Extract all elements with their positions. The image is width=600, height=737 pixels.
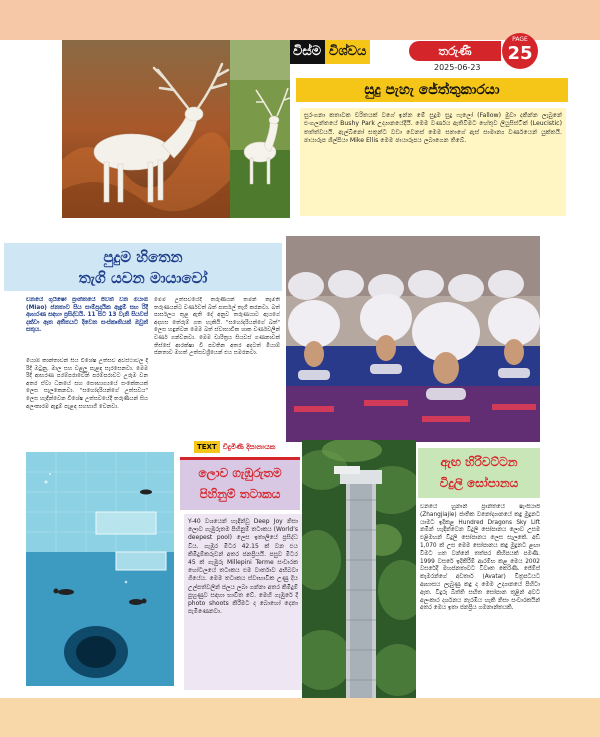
pool-photo xyxy=(26,452,174,686)
lift-title-line1: ඇඟ හිරිවට්ටන xyxy=(440,455,518,469)
deer-photo-small xyxy=(230,40,290,218)
deer-title-text: සුදු පැහැ ජේත්තුකාරයා xyxy=(364,82,500,98)
page-number: 25 xyxy=(507,43,533,64)
page-number-badge xyxy=(502,33,538,69)
lift-title xyxy=(418,448,540,498)
paper-name: තරුණී xyxy=(409,41,501,61)
section-heading-right: විශ්වය xyxy=(325,40,370,64)
page-label: PAGE xyxy=(512,36,528,43)
pool-body: Y-40 වශයෙන් හැඳින්වූ Deep Joy නිසා ලොව ගැඹුරුතම පිහිනුම් තටාකය (World's deepest pool) ලෙස ඉතාලියේ ප්‍රසිද්ධ විය. ගැඹුර මීටර 42.15 ක් වන එය කිමිදුම්කරුවන් අතර ජනප්‍රියයි. පසුව මීටර 45 ක් ගැඹුරු Millepini Terme සංචාරක හෝටලයේ තටාකය එම වාර්තාව අභිබවා ගියේය. මෙම තටාකය ස්වාභාවික උණු දිය උල්පත්වලින් ජලය ලබා ගන්නා අතර කිමිදුම් පුහුණුව සඳහා භාවිත වේ. මෙහි ගැඹුරේ දී photo shoots කිරීමට ද බොහෝ දෙනා පැමිණෙනවා. xyxy=(184,514,302,690)
pool-title xyxy=(180,457,300,510)
deer-title xyxy=(296,78,568,102)
pool-title-line1: ලොව ගැඹුරුතම xyxy=(198,466,282,480)
deer-body: සුරංගනා කතාවක චරිතයක් වගේ ඉන්න මේ සුදුම සුදු ෆැලෝ (Fallow) මුවා දකින්න ලැබුනේ එංගලන්තයේ Bushy Park උද්‍යානයේදීයි. මෙම වර්ණය ඇතිවීමට හේතුව ලියුසිස්ටික් (Leucistic) තත්ත්වයයි. ඇල්බිනෝ සතුන්ට වඩා වෙනස් මෙම සතාගේ ඇස් සාමාන්‍ය වර්ණයෙන් යුක්තයි. ඡායාරූප ශිල්පියා Mike Ellis මෙම ඡායාරූපය ලබාගෙන තිබේ. xyxy=(300,108,566,216)
bottom-band xyxy=(0,698,600,737)
miao-lead: චීනයේ ගුයිෂෝ ප්‍රාන්තයේ ජීවත් වන මියාඕ (Miao) ජනතාව සිය සාම්ප්‍රදායික ඇඳුම් සහ රිදී ආභරණ සඳහා ප්‍රසිද්ධයි. 11 සිට 13 වැනි සියවස් දක්වා ඈත අතීතයට දිවෙන සංස්කෘතියක් ඔවුන් සතුය. xyxy=(26,297,148,334)
deer-photo-large xyxy=(62,40,230,218)
section-heading-left: විස්ම xyxy=(289,40,325,64)
miao-body-col2: මෙම උත්සවයේදී තරුණියන් තමන් කැමති තරුණයන්ට වර්ණවත් බත් පාර්සල් තෑගි කරනවා. බත් පාර්සලය තුළ ඇති දේ අනුව තරුණයාට ඇයගේ අදහස තේරුම් ගත හැකියි. "සහෝදරියන්ගේ බත්" ලෙස හඳුන්වන මෙම බත් ස්වාභාවික ශාක වර්ණවලින් වර්ණ ගන්වනවා. මෙම චාරිත්‍රය සියවස් ගණනාවක් තිස්සේ ආරක්ෂා වී පවතින අතර අදටත් මියාඕ ජනතාව මහත් උත්සවශ්‍රීයෙන් එය සමරනවා. xyxy=(154,297,280,357)
lift-title-line2: විදුලි සෝපානය xyxy=(439,476,519,490)
issue-date: 2025-06-23 xyxy=(434,63,481,72)
text-credit xyxy=(194,441,275,453)
credit-label: TEXT xyxy=(194,441,220,453)
section-heading xyxy=(289,40,370,64)
miao-body-col1: මියාඕ කාන්තාවන් සිය විශේෂ උත්සව අවස්ථාවල දී රිදී ඔටුනු, මාල සහ වළලු පැළඳ සැරසෙනවා. මෙම රිදී ආභරණ පරම්පරාවෙන් පරම්පරාවට උරුම වන අතර ඒවා ධනයේ සහ සෞභාග්‍යයේ සංකේතයක් ලෙස සැලකෙනවා. "සහෝදරියන්ගේ උත්සවය" ලෙස හැඳින්වෙන විශේෂ උත්සවයේදී තරුණියන් සිය අලංකාරම ඇඳුම් පැළඳ සහභාගි වෙනවා. xyxy=(26,358,148,410)
credit-author: චිදුමිණි දිසානායක xyxy=(222,443,276,451)
lift-body: චීනයේ හුනාන් ප්‍රාන්තයේ ෂැංජියාජී (Zhangjiajie) ජාතික වනෝද්‍යානයේ කඳු මුදුනට යාමට ඉදිකළ Hundred Dragons Sky Lift නමින් හැඳින්වෙන විදුලි සෝපානය ලොව උසම එළිමහන් විදුලි සෝපානය ලෙස සැලකේ. අඩි 1,070 ක් උස මෙම සෝපානය කඳු මුදුනට ළඟා වීමට ගත වන්නේ තත්පර කිහිපයක් පමණි. 1999 වසරේ ඉදිකිරීම් ආරම්භ කළ මෙය 2002 වසරේදී මහජනතාවට විවෘත කෙරිණි. ජේම්ස් කැමරන්ගේ අවතාර් (Avatar) චිත්‍රපටයට ආභාසය ලැබුණු කඳු ද මෙම උද්‍යානයේ පිහිටා ඇත. වීදුරු බිත්ති සහිත සෝපාන තුළින් අවට අලංකාර දර්ශනය නැරඹිය හැකි නිසා සංචාරකයින් අතර මෙය ඉතා ජනප්‍රිය ගමනාන්තයකි. xyxy=(420,504,540,612)
miao-title xyxy=(4,243,282,291)
miao-title-line1: පුදුම හිතෙන xyxy=(103,248,183,266)
sky-lift-photo xyxy=(302,440,416,698)
miao-title-line2: තැගි යවන මායාවෝ xyxy=(78,269,208,287)
miao-women-photo xyxy=(286,236,540,442)
pool-title-line2: පිහිනුම් තටාකය xyxy=(199,487,281,501)
